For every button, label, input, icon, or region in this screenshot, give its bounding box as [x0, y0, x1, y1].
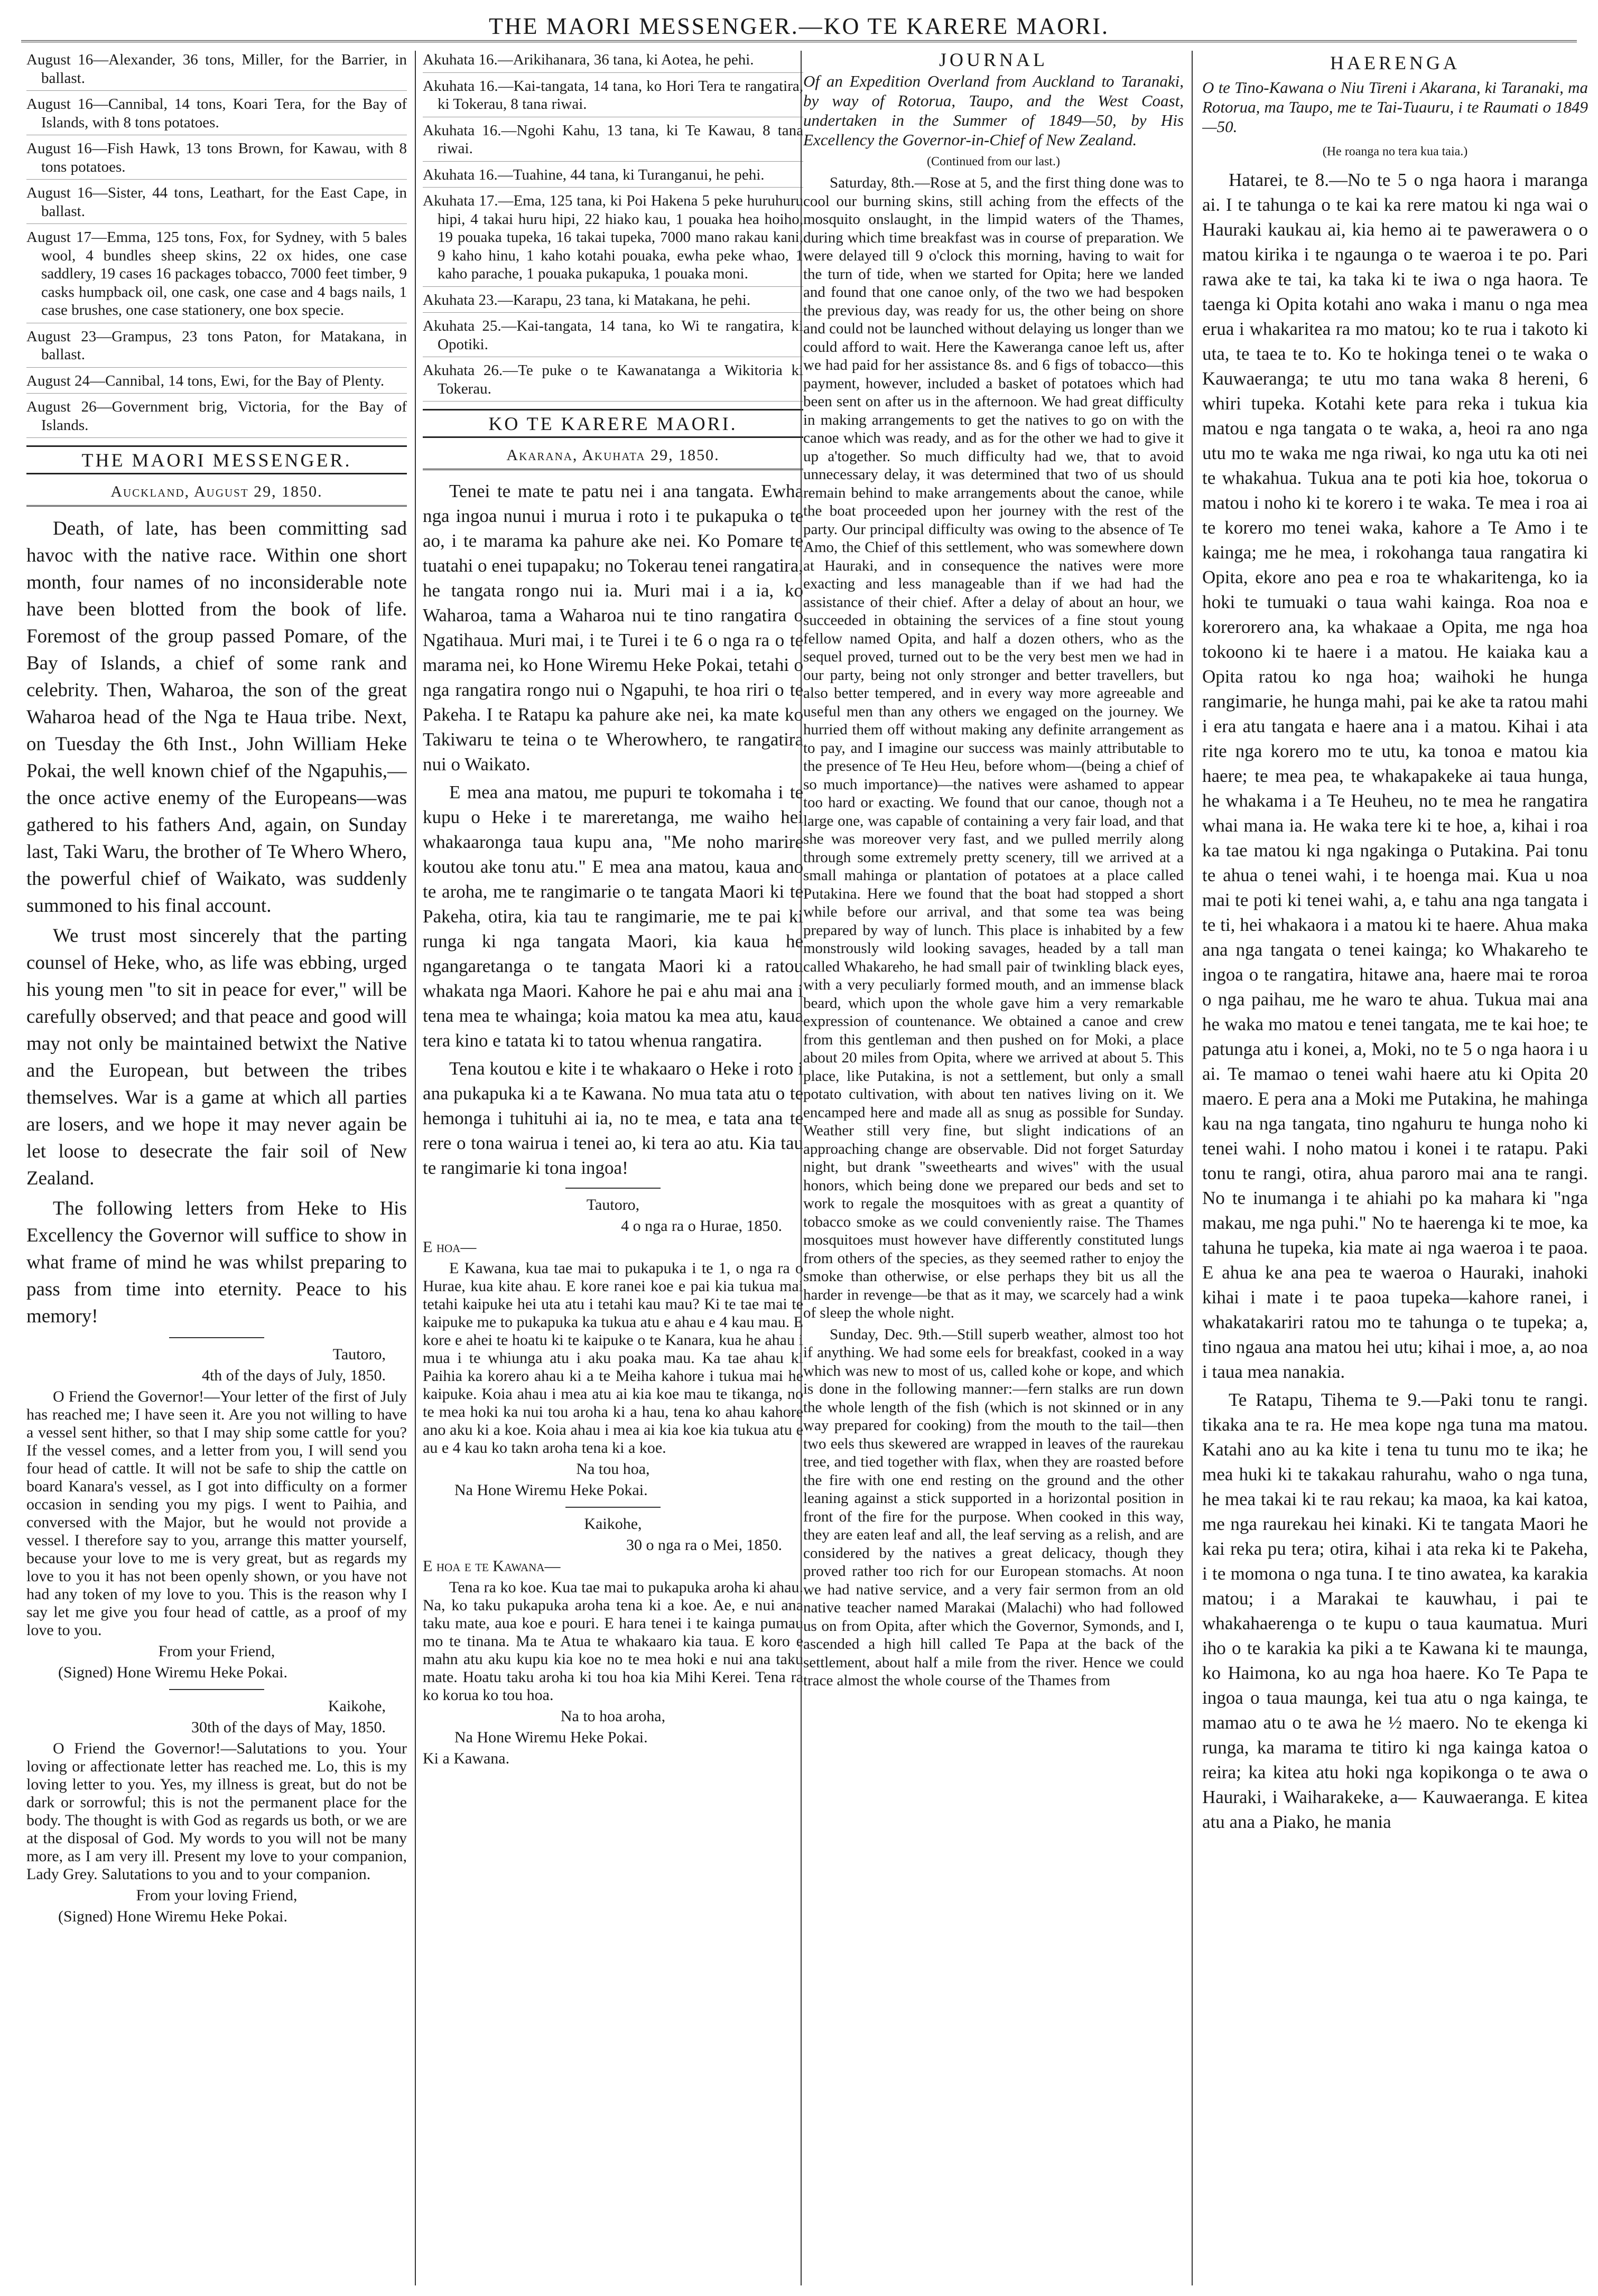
dateline-en: Auckland, August 29, 1850. [26, 479, 407, 507]
haerenga-paragraph: Hatarei, te 8.—No te 5 o nga haora i maranga ai. I te tahunga o te kai ka rere matou ki nga wai o Hauraki kaukau ai, kia hemo ai te pawerawera o o matou kirika i te ngaunga o te waeroa i te po. Pari rawa ake te tai, ka taka ki te iwa o nga haora. Te taenga ki Opita kotahi ano waka i manu o nga mea erua i whakaritea ra mo matou; ko te rua i takoto ki uta, te taea te to. Ko te hokinga tenei o te waka o Kauwaeranga; te utu mo tana waka 8 hereni, 6 whiri tupeka. Kotahi kete para reka i tukua kia matou e nga tangata o te waka, a, heoi ra ano nga utu mo te waka me nga riwai, ko nga utu ka oti nei te whakahua. Tukua ana te poti kia hoe, tokorua o matou i noho ki te korero i te waka. Te mea i roa ai te korero mo tenei waka, kahore a Te Amo i te kainga; me he mea, i rokohanga taua rangatira ki Opita, ekore ano pea e roa te whakaritenga, ko ia hoki te tumuaki o taua wahi kainga. Roa noa e korerorero ana, ka whakaae a Opita, me nga hoa tokoono ki te haere i a matou. He kaiaka kau a Opita ratou ko nga hoa; waihoki he hunga rangimarie, he hunga mahi, pai ke ake ta ratou mahi i era atu tangata e haere ana i a matou. Kihai i ata rite nga korero mo te utu, ka tonoa e matou kia haere; te mea pea, te whakapakeke ai taua hunga, he whakama i a Te Heuheu, no te mea he rangatira whai mana ia. He waka tere ki te hoe, a, kihai i roa ka tae matou ki nga ngakinga o Putakina. Pai tonu te ahua o tenei wahi, i te hoenga mai. Kua u noa mai te poti ki tenei wahi, a, e tahu ana nga tangata i te ti, hei whakaora i a matou ki te haere. Ahua maka ana nga tangata o tenei kainga; ko Whakareho te ingoa o te rangatira, hitawe ana, haere mai te roroa o nga paihau, me he waro te ahua. Tukua mai ana he waka mo matou e tenei tangata, me te kai hoe; te patunga atu i konei, a, Moki, no te 5 o nga haora i u ai. Te mamao o tenei wahi haere atu ki Opita 20 maero. E pera ana a Moki me Putakina, he mahinga kau na nga tangata, tino ngahuru te hunga noho ki tenei wahi. I noho matou i konei i te ratapu. Paki tonu te rangi, otira, ahua paroro mai ana te rangi. No te inumanga i te ahiahi po ka mahara ki "nga makau, me nga puhi." No te haerenga ki te moe, ka tahuna he tupeka, kia mate ai nga waeroa i te paoa. E ahua ke ana pea te waeroa o Hauraki, inahoki kihai i mate i te paoa tupeka—kahore ranei, i whakatakariri ratou mo te tahunga o te tupeka; a, tino ngaua ana matou hei utu; kihai i moe, a, ao noa i taua mea nanakia. [1202, 170, 1588, 1382]
letter-closing: From your loving Friend, [136, 1887, 298, 1904]
journal-title: JOURNAL [939, 51, 1048, 70]
section-header-mi: KO TE KARERE MAORI. [423, 409, 803, 438]
shipping-item: August 26—Government brig, Victoria, for the Bay of Islands. [26, 398, 407, 438]
letter-place: Kaikohe, [328, 1697, 386, 1715]
editorial-paragraph: Tenei te mate te patu nei i ana tangata. Ewha nga ingoa nunui i murua i roto i te pukapuka o te ao, i te marama ka pahure ake nei. Ko Pomare te tuatahi o enei tupapaku; no Tokerau tenei rangatira, he tangata rongo nui ia. Muri mai i a ia, ko Waharoa, tama a Waharoa nui te tino rangatira o Ngatihaua. Muri mai, i te Turei i te 6 o nga ra o te marama nei, ko Hone Wiremu Heke Pokai, tetahi o nga rangatira rongo nui o Ngapuhi, te hoa riri o te Pakeha. I te Ratapu ka pahure ake nei, ka mate ko Takiwaru te teina o te Wherowhero, te rangatira nui o Waikato. [423, 481, 803, 774]
column-rule [415, 51, 416, 2285]
shipping-item: August 16—Alexander, 36 tons, Miller, for the Barrier, in ballast. [26, 51, 407, 91]
shipping-item: August 17—Emma, 125 tons, Fox, for Sydney, with 5 bales wool, 4 bundles sheep skins, 22 ox hides, one case saddlery, 19 cases 16 packages tobacco, 7000 feet timber, 9 casks humpback oil, one cask, one case and 4 bags nails, 1 case brushes, one case stationery, one box specie. [26, 228, 407, 323]
letter-mi-1 [423, 1196, 803, 1499]
letter-signature: Na Hone Wiremu Heke Pokai. [454, 1481, 648, 1499]
haerenga-paragraph: Te Ratapu, Tihema te 9.—Paki tonu te rangi. tikaka ana te ra. He mea kope nga tuna ma matou. Katahi ano au ka kite i tena tu tunu mo te ika; he mea huki ki te takakau rahurahu, waho o nga tuna, he mea takai ki te rau rekau; ka maoa, ka kai katoa, me nga raurekau hei kinaki. Ki te tangata Maori he kai reka pu tera; otira, kihai i ata reka ki te Pakeha, i te momona o nga tuna. I te tino awatea, ka karakia matou; i a Marakai te kauwhau, i pai te whakahaerenga o te kupu o taua kaumatua. Muri iho o te karakia ka piki a te Kawana ki te maunga, ko Haimona, ko au nga hoa haere. Ko Te Papa te ingoa o taua maunga, kei tua atu o nga kainga, te mamao atu o te awa he ½ maero. No te ekenga ki runga, ka marama te titiro ki nga kainga katoa o reira; ka kitea atu hoki nga kopikonga o te awa o Hauraki, i Waiharakeke, a— Kauwaeranga. E kitea atu ana a Piako, he mania [1202, 1389, 1588, 1832]
letter-closing: Na tou hoa, [576, 1460, 650, 1478]
journal-paragraph: Saturday, 8th.—Rose at 5, and the first thing done was to cool our burning skins, still aching from the effects of the mosquito onslaught, in the limpid waters of the Thames, during which time breakfast was in course of preparation. We were delayed till 9 o'clock this morning, having to wait for the turn of tide, when we started for Opita; here we landed and found that one canoe only, of the two we had bespoken the previous day, was ready for us, the other being on shore and could not be launched without delaying us longer than we could afford to wait. Here the Kaweranga canoe left us, after we had paid for her assistance 8s. and 6 figs of tobacco—this payment, however, included a basket of potatoes which had been sent on after us in the afternoon. We had great difficulty in making arrangements to get the natives to go on with the canoe which was ready, and as for the other we had to give it up a'together. So much difficulty had we, that to avoid unnecessary delay, it was determined that two of us should remain behind to make arrangements about the canoe, while the boat proceeded upon her journey with the rest of the party. Our principal difficulty was owing to the absence of Te Amo, the Chief of this settlement, who was somewhere down at Hauraki, and in consequence the natives were more exacting and less manageable than if we had had the assistance of their chief. After a delay of about an hour, we succeeded in obtaining the services of a fine stout young fellow named Opita, and half a dozen others, who as the sequel proved, turned out to be the very best men we had in our party, being not only stronger and better travellers, but also better tempered, and in every way more agreeable and useful men than any others we engaged on the journey. We hurried them off without making any definite arrangement as to pay, and I imagine our success was mainly attributable to the presence of Te Heu Heu, before whom—(being a chief of so much importance)—the natives were ashamed to appear too hard or exacting. We found that our canoe, though not a large one, was capable of containing a very fair load, and that she was moreover very fast, and we pulled merrily along through some extremely pretty scenery, till we arrived at a small mahinga or plantation of potatoes at a place called Putakina. Here we found that the boat had stopped a short while before our arrival, and that some tea was being prepared by way of lunch. This place is inhabited by a few monstrously wild looking savages, headed by a tall man called Whakareho, he had small pair of twinkling black eyes, with a very peculiarly formed mouth, and an immense black beard, which upon the whole gave him a very remarkable expression of countenance. We obtained a canoe and crew from this gentleman and then pushed on for Moki, a place about 20 miles from Opita, where we arrived at about 5. This place, like Putakina, is not a settlement, but only a small potato cultivation, with about ten natives living on it. We encamped here and made all as snug as possible for Sunday. Weather still very fine, but slight indications of an approaching change are observable. Did not forget Saturday night, but drank "sweethearts and wives" with the usual honors, which being done we prepared our beds and set to work to regale the mosquitoes with as great a quantity of tobacco smoke as we could conveniently raise. The Thames mosquitoes must however have differently constituted lungs from others of the species, as they seemed rather to enjoy the smoke than otherwise, or else perhaps they bit us all the harder in revenge—be that as it may, we scarcely had a wink of sleep the whole night. [803, 174, 1184, 1321]
letter-body: O Friend the Governor!—Salutations to you. Your loving or affectionate letter has reached me. Lo, this is my loving letter to you. Yes, my illness is great, but do not be dark or sorrowful; this is not the permanent place for the body. The thought is with God as regards us both, or we are at the disposal of God. My words to you will not be many more, as I am very ill. Present my love to your companion, Lady Grey. Salutations to you and to your companion. [26, 1740, 407, 1883]
shipping-item: Akuhata 17.—Ema, 125 tana, ki Poi Hakena 5 peke huruhuru hipi, 4 takai huru hipi, 22 hiako kau, 1 pouaka hea hoiho, 19 pouaka tupeka, 16 takai tupeka, 7000 mano rakau kani, 9 kaho hinu, 1 kaho kotahi pouaka, ewha peke whao, 1 kaho parache, 1 pouaka pukapuka, 1 pouaka moni. [423, 192, 803, 287]
shipping-item: August 16—Fish Hawk, 13 tons Brown, for Kawau, with 8 tons potatoes. [26, 139, 407, 180]
letter-en-2 [26, 1697, 407, 1926]
letter-signature: (Signed) Hone Wiremu Heke Pokai. [58, 1908, 287, 1925]
column-journal [803, 51, 1184, 2285]
letter-body: Tena ra ko koe. Kua tae mai to pukapuka aroha ki ahau. Na, ko taku pukapuka aroha tena ki a koe. Ae, e nui ana taku mate, aua koe e pouri. E hara tenei i te kainga pumau mo te tinana. Ma te Atua te whakaaro kia taua. E koro e mahn atu aku kupu kia koe no te mea hoki e nui ana taku mate. Hoatu taku aroha ki tou hoa kia Mihi Kerei. Tena ra ko korua ko tou hoa. [423, 1579, 803, 1704]
letter-date: 4 o nga ra o Hurae, 1850. [621, 1217, 782, 1235]
shipping-item: Akuhata 16.—Tuahine, 44 tana, ki Turanganui, he pehi. [423, 166, 803, 188]
journal-continued: (Continued from our last.) [927, 154, 1060, 169]
masthead: THE MAORI MESSENGER.—KO TE KARERE MAORI. [21, 11, 1577, 42]
shipping-item: August 24—Cannibal, 14 tons, Ewi, for the Bay of Plenty. [26, 372, 407, 394]
shipping-item: August 16—Cannibal, 14 tons, Koari Tera, for the Bay of Islands, with 8 tons potatoes. [26, 95, 407, 135]
letter-body: O Friend the Governor!—Your letter of the first of July has reached me; I have seen it. Are you not willing to have a vessel sent hither, so that I may ship some cattle for you? If the vessel comes, and a letter from you, I will send you four head of cattle. It will not be safe to ship the cattle on board Kanara's vessel, as I got into difficulty on a former occasion in sending you my pigs. I went to Paihia, and conversed with the Major, but he would not provide a vessel. I therefore say to you, arrange this matter yourself, because your love to me is very great, but as regards my love to you it has not been openly shown, or you have not had any token of my love to you. This is the reason why I say let me give you four head of cattle, as a proof of my love to you. [26, 1388, 407, 1639]
editorial-paragraph: Death, of late, has been committing sad havoc with the native race. Within one short month, four names of no inconsiderable note have been blotted from the book of life. Foremost of the group passed Pomare, of the Bay of Islands, a chief of some rank and celebrity. Then, Waharoa, the son of the great Waharoa head of the Nga te Haua tribe. Next, on Tuesday the 6th Inst., John William Heke Pokai, the well known chief of the Ngapuhis,—the once active enemy of the Europeans—was gathered to his fathers And, again, on Sunday last, Taki Waru, the brother of Te Whero Whero, the powerful chief of Waikato, was suddenly summoned to his final account. [26, 518, 407, 917]
shipping-item: Akuhata 16.—Arikihanara, 36 tana, ki Aotea, he pehi. [423, 51, 803, 73]
divider [169, 1689, 264, 1690]
editorial-paragraph: Tena koutou e kite i te whakaaro o Heke i roto i ana pukapuka ki a te Kawana. No mua tata atu o te hemonga i tuhituhi ai ia, no te mea, e tata ana te rere o tona wairua i tenei ao, ki tera ao atu. Kia tau te rangimarie ki tona ingoa! [423, 1058, 803, 1178]
letter-place: Kaikohe, [584, 1515, 642, 1533]
letter-body: E Kawana, kua tae mai to pukapuka i te 1, o nga ra o Hurae, kua kite ahau. E kore ranei koe e pai kia tukua mai tetahi kaipuke hei uta atu i tetahi kau mau? Ki te tae mai te kaipuke me to pukapuka ka tukua atu e ahau e 4 kau mau. E kore e ahei te hoatu ki te kaipuke o te Kanara, kua he ahau i mua i te whiunga atu i aku poaka mau. Ka tae ahau ki Paihia ka korero ahau ki a te Meiha kahore i tukua mai he kaipuke. Koia ahau i mea atu ai kia koe mau te tikanga, no te mea hoki ka nui tou aroha ki a hau, tena ko ahau kahore ano aku ki a koe. Koia ahau i mea ai kia koe kia tukua atu e au e 4 kau ko takn aroha tena ki a koe. [423, 1259, 803, 1457]
letter-date: 30 o nga ra o Mei, 1850. [626, 1536, 782, 1554]
dateline-mi: Akarana, Akuhata 29, 1850. [423, 442, 803, 471]
shipping-list-en [26, 51, 407, 438]
letter-mi-2 [423, 1515, 803, 1768]
letter-tail: Ki a Kawana. [423, 1750, 510, 1767]
shipping-item: Akuhata 26.—Te puke o te Kawanatanga a Wikitoria ki Tokerau. [423, 361, 803, 402]
shipping-item: August 16—Sister, 44 tons, Leathart, for the East Cape, in ballast. [26, 184, 407, 224]
journal-subtitle: Of an Expedition Overland from Auckland to Taranaki, by way of Rotorua, Taupo, and the West Coast, undertaken in the Summer of 1849—50, by His Excellency the Governor-in-Chief of New Zealand. [803, 71, 1184, 149]
divider [565, 1188, 661, 1189]
letter-salutation: E hoa— [423, 1238, 477, 1256]
column-haerenga [1202, 51, 1588, 2285]
letter-en-1 [26, 1346, 407, 1682]
haerenga-continued: (He roanga no tera kua taia.) [1322, 145, 1468, 158]
letter-place: Tautoro, [586, 1196, 640, 1214]
editorial-paragraph: E mea ana matou, me pupuri te tokomaha i te kupu o Heke i te mareretanga, me waiho hei whakaaronga taua kupu ana, "Me noho marire koutou ake tonu atu." E mea ana matou, kaua ano te aroha, me te rangimarie o te tangata Maori ki te Pakeha, otira, kia tau te rangimarie, me te pai ki runga ki nga tangata Maori, kia kaua he ngangaretanga o te tangata Maori ki a ratou whakata nga Maori. Kahore he pai e ahu mai ana i tena mea te whainga; koia matou ka mea atu, kaua tera kino e tatata ki to tatou whenua rangatira. [423, 782, 803, 1051]
letter-signature: (Signed) Hone Wiremu Heke Pokai. [58, 1664, 287, 1681]
letter-date: 4th of the days of July, 1850. [201, 1367, 386, 1384]
letter-closing: Na to hoa aroha, [560, 1707, 666, 1725]
editorial-paragraph: We trust most sincerely that the parting counsel of Heke, who, as life was ebbing, urged his young men "to sit in peace for ever," will be carefully observed; and that peace and good will may not only be maintained betwixt the Native and the European, but between the tribes themselves. War is a game at which all parties are losers, and we hope it may never again be let loose to desecrate the fair soil of New Zealand. [26, 925, 407, 1189]
column-rule [1192, 51, 1193, 2285]
letter-date: 30th of the days of May, 1850. [191, 1719, 386, 1736]
editorial-paragraph: The following letters from Heke to His Excellency the Governor will suffice to show in what frame of mind he was whilst preparing to pass from time into eternity. Peace to his memory! [26, 1198, 407, 1327]
editorial-mi [423, 479, 803, 1180]
letter-closing: From your Friend, [158, 1642, 275, 1660]
letter-salutation: E hoa e te Kawana— [423, 1557, 561, 1575]
column-rule [801, 51, 802, 2285]
shipping-item: August 23—Grampus, 23 tons Paton, for Matakana, in ballast. [26, 328, 407, 368]
shipping-item: Akuhata 25.—Kai-tangata, 14 tana, ko Wi te rangatira, ki Opotiki. [423, 317, 803, 357]
shipping-item: Akuhata 23.—Karapu, 23 tana, ki Matakana, he pehi. [423, 291, 803, 313]
haerenga-subtitle: O te Tino-Kawana o Niu Tireni i Akarana, ki Taranaki, ma Rotorua, ma Taupo, me te Tai-Tuauru, i te Raumati o 1849—50. [1202, 78, 1588, 136]
haerenga-title: HAERENGA [1330, 52, 1460, 73]
divider [169, 1337, 264, 1338]
letter-signature: Na Hone Wiremu Heke Pokai. [454, 1729, 648, 1746]
section-header-en: THE MAORI MESSENGER. [26, 445, 407, 474]
column-maori [423, 51, 803, 2285]
journal-paragraph: Sunday, Dec. 9th.—Still superb weather, almost too hot if anything. We had some eels for breakfast, cooked in a way which was new to most of us, called kohe or kope, and which is done in the following manner:—fern stalks are run down the whole length of the fish (which is not skinned or in any way prepared for cooking) from the mouth to the tail—then two eels thus skewered are wrapped in leaves of the raurekau tree, and tied together with flax, when they are roasted before the fire with one end resting on the ground and the other leaning against a stick supported in a horizontal position in front of the fire for the purpose. When cooked in this way, they are eaten leaf and all, the leaf serving as a relish, and are considered by the natives a great delicacy, though they proved rather too rich for our European stomachs. At noon we had native service, and a very fair sermon from an old native teacher named Marakai (Malachi) who had followed us on from Opita, after which the Governor, Symonds, and I, ascended a high hill called Te Papa at the back of the settlement, about half a mile from the river. Hence we could trace almost the whole course of the Thames from [803, 1326, 1184, 1689]
shipping-item: Akuhata 16.—Kai-tangata, 14 tana, ko Hori Tera te rangatira, ki Tokerau, 8 tana riwai. [423, 77, 803, 117]
shipping-list-mi [423, 51, 803, 402]
shipping-item: Akuhata 16.—Ngohi Kahu, 13 tana, ki Te Kawau, 8 tana riwai. [423, 122, 803, 162]
letter-place: Tautoro, [332, 1346, 386, 1363]
column-english [26, 51, 407, 2285]
editorial-en [26, 515, 407, 1330]
divider [565, 1507, 661, 1508]
